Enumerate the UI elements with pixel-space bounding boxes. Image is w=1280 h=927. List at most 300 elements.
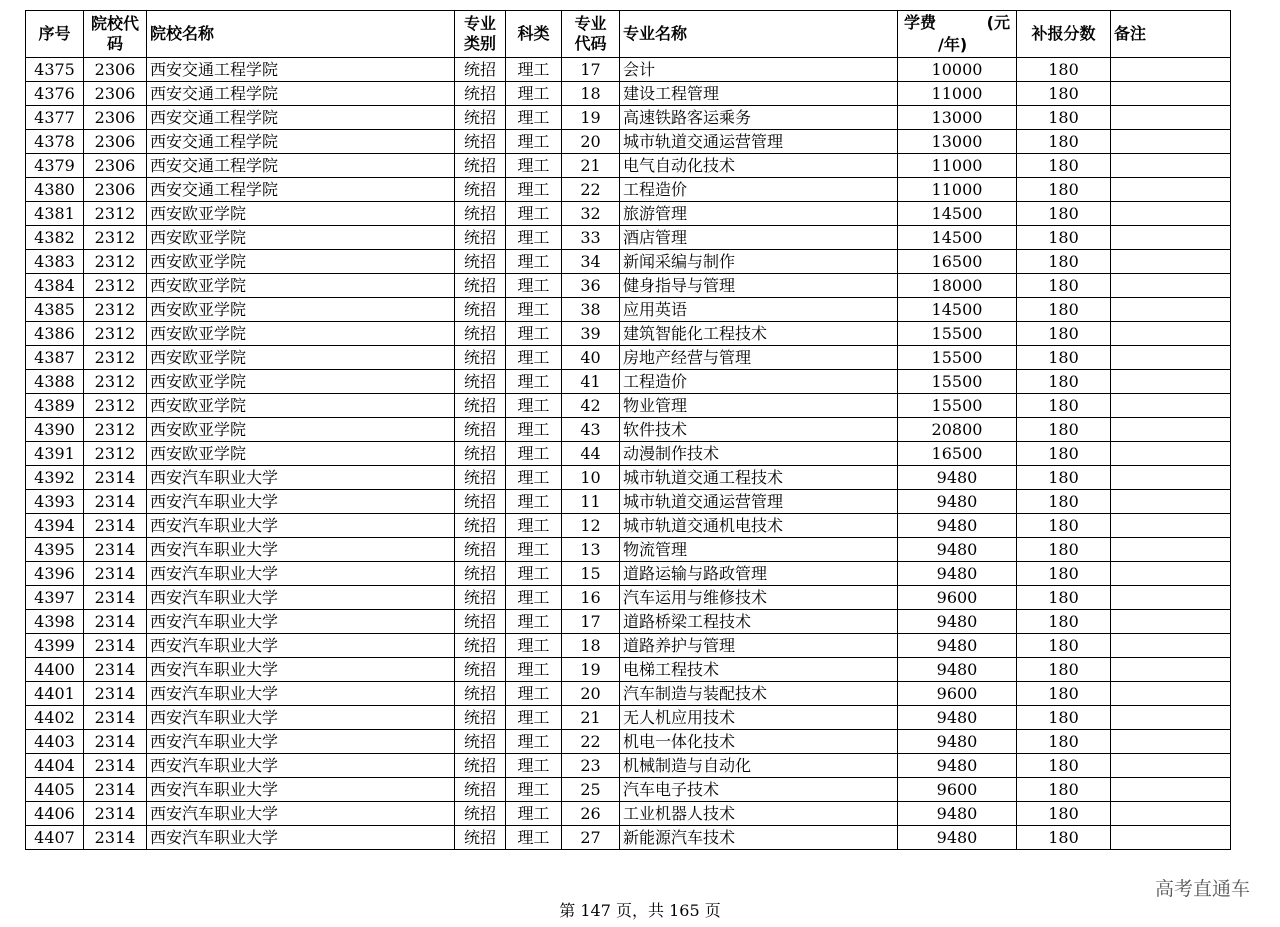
table-row [26, 154, 1231, 178]
cell-seq: 4395 [26, 538, 84, 562]
cell-major-name: 工程造价 [620, 178, 898, 202]
cell-tuition: 16500 [898, 442, 1017, 466]
cell-tuition: 9480 [898, 538, 1017, 562]
cell-tuition: 9480 [898, 754, 1017, 778]
cell-tuition: 16500 [898, 250, 1017, 274]
cell-school-code: 2306 [84, 178, 147, 202]
cell-supplement-score: 180 [1017, 82, 1111, 106]
header-tuition: 学费 (元 /年) [898, 11, 1017, 58]
cell-tuition: 11000 [898, 82, 1017, 106]
cell-school-name: 西安汽车职业大学 [147, 634, 455, 658]
cell-major-code: 25 [562, 778, 620, 802]
cell-note [1111, 514, 1231, 538]
cell-major-name: 无人机应用技术 [620, 706, 898, 730]
cell-supplement-score: 180 [1017, 514, 1111, 538]
cell-tuition: 15500 [898, 370, 1017, 394]
cell-subject: 理工 [506, 202, 562, 226]
cell-major-code: 17 [562, 610, 620, 634]
cell-school-name: 西安欧亚学院 [147, 394, 455, 418]
cell-major-category: 统招 [455, 298, 506, 322]
cell-school-code: 2312 [84, 202, 147, 226]
cell-subject: 理工 [506, 610, 562, 634]
cell-major-category: 统招 [455, 586, 506, 610]
cell-tuition: 9480 [898, 610, 1017, 634]
cell-tuition: 9600 [898, 586, 1017, 610]
cell-school-code: 2314 [84, 538, 147, 562]
cell-seq: 4383 [26, 250, 84, 274]
cell-supplement-score: 180 [1017, 826, 1111, 850]
cell-note [1111, 346, 1231, 370]
cell-seq: 4399 [26, 634, 84, 658]
admission-table-page [25, 10, 1230, 850]
cell-major-code: 12 [562, 514, 620, 538]
header-supplement-score: 补报分数 [1017, 11, 1111, 58]
cell-seq: 4377 [26, 106, 84, 130]
cell-school-code: 2314 [84, 562, 147, 586]
cell-school-name: 西安交通工程学院 [147, 58, 455, 82]
cell-seq: 4403 [26, 730, 84, 754]
table-row [26, 82, 1231, 106]
cell-major-category: 统招 [455, 130, 506, 154]
cell-major-category: 统招 [455, 370, 506, 394]
cell-tuition: 18000 [898, 274, 1017, 298]
cell-major-name: 汽车制造与装配技术 [620, 682, 898, 706]
table-header-row [26, 11, 1231, 58]
cell-tuition: 14500 [898, 298, 1017, 322]
cell-supplement-score: 180 [1017, 466, 1111, 490]
cell-tuition: 11000 [898, 178, 1017, 202]
cell-tuition: 9480 [898, 706, 1017, 730]
cell-major-name: 软件技术 [620, 418, 898, 442]
table-row [26, 130, 1231, 154]
cell-note [1111, 154, 1231, 178]
cell-supplement-score: 180 [1017, 418, 1111, 442]
cell-major-category: 统招 [455, 202, 506, 226]
cell-seq: 4382 [26, 226, 84, 250]
cell-subject: 理工 [506, 154, 562, 178]
cell-major-code: 11 [562, 490, 620, 514]
cell-note [1111, 562, 1231, 586]
cell-supplement-score: 180 [1017, 274, 1111, 298]
cell-tuition: 9480 [898, 658, 1017, 682]
header-school-code: 院校代 码 [84, 11, 147, 58]
cell-subject: 理工 [506, 466, 562, 490]
table-row [26, 418, 1231, 442]
cell-major-category: 统招 [455, 658, 506, 682]
cell-school-name: 西安交通工程学院 [147, 130, 455, 154]
cell-seq: 4400 [26, 658, 84, 682]
cell-subject: 理工 [506, 394, 562, 418]
cell-school-code: 2306 [84, 58, 147, 82]
cell-tuition: 13000 [898, 130, 1017, 154]
cell-major-name: 汽车电子技术 [620, 778, 898, 802]
cell-major-name: 动漫制作技术 [620, 442, 898, 466]
cell-major-name: 房地产经营与管理 [620, 346, 898, 370]
header-subject: 科类 [506, 11, 562, 58]
cell-subject: 理工 [506, 754, 562, 778]
cell-subject: 理工 [506, 490, 562, 514]
cell-supplement-score: 180 [1017, 178, 1111, 202]
cell-seq: 4379 [26, 154, 84, 178]
table-row [26, 634, 1231, 658]
cell-subject: 理工 [506, 274, 562, 298]
cell-major-name: 新能源汽车技术 [620, 826, 898, 850]
cell-tuition: 9480 [898, 514, 1017, 538]
cell-seq: 4385 [26, 298, 84, 322]
cell-tuition: 9480 [898, 802, 1017, 826]
cell-subject: 理工 [506, 370, 562, 394]
cell-subject: 理工 [506, 538, 562, 562]
cell-major-name: 旅游管理 [620, 202, 898, 226]
cell-school-name: 西安欧亚学院 [147, 226, 455, 250]
cell-supplement-score: 180 [1017, 562, 1111, 586]
cell-major-code: 27 [562, 826, 620, 850]
cell-supplement-score: 180 [1017, 490, 1111, 514]
cell-seq: 4396 [26, 562, 84, 586]
cell-seq: 4407 [26, 826, 84, 850]
header-major-code: 专业 代码 [562, 11, 620, 58]
cell-major-name: 新闻采编与制作 [620, 250, 898, 274]
cell-school-code: 2306 [84, 154, 147, 178]
cell-school-code: 2314 [84, 682, 147, 706]
table-row [26, 682, 1231, 706]
cell-tuition: 9480 [898, 826, 1017, 850]
cell-school-code: 2314 [84, 754, 147, 778]
cell-tuition: 14500 [898, 226, 1017, 250]
cell-school-name: 西安汽车职业大学 [147, 610, 455, 634]
cell-note [1111, 730, 1231, 754]
cell-school-code: 2312 [84, 322, 147, 346]
header-major-name: 专业名称 [620, 11, 898, 58]
cell-seq: 4402 [26, 706, 84, 730]
table-row [26, 730, 1231, 754]
cell-supplement-score: 180 [1017, 706, 1111, 730]
table-row [26, 106, 1231, 130]
cell-note [1111, 226, 1231, 250]
cell-school-code: 2314 [84, 730, 147, 754]
cell-major-code: 20 [562, 682, 620, 706]
cell-tuition: 15500 [898, 322, 1017, 346]
cell-seq: 4390 [26, 418, 84, 442]
header-seq: 序号 [26, 11, 84, 58]
cell-major-name: 酒店管理 [620, 226, 898, 250]
cell-major-code: 16 [562, 586, 620, 610]
table-row [26, 442, 1231, 466]
table-row [26, 346, 1231, 370]
cell-major-category: 统招 [455, 154, 506, 178]
cell-tuition: 9600 [898, 682, 1017, 706]
cell-note [1111, 370, 1231, 394]
cell-major-category: 统招 [455, 178, 506, 202]
cell-school-name: 西安汽车职业大学 [147, 826, 455, 850]
cell-major-category: 统招 [455, 322, 506, 346]
cell-school-name: 西安汽车职业大学 [147, 754, 455, 778]
cell-major-name: 建设工程管理 [620, 82, 898, 106]
cell-school-code: 2314 [84, 706, 147, 730]
cell-supplement-score: 180 [1017, 202, 1111, 226]
cell-school-name: 西安汽车职业大学 [147, 562, 455, 586]
cell-major-category: 统招 [455, 514, 506, 538]
cell-school-name: 西安汽车职业大学 [147, 514, 455, 538]
cell-note [1111, 250, 1231, 274]
cell-subject: 理工 [506, 226, 562, 250]
cell-school-name: 西安欧亚学院 [147, 346, 455, 370]
cell-major-name: 高速铁路客运乘务 [620, 106, 898, 130]
cell-subject: 理工 [506, 250, 562, 274]
cell-note [1111, 778, 1231, 802]
cell-seq: 4405 [26, 778, 84, 802]
cell-school-name: 西安欧亚学院 [147, 418, 455, 442]
table-row [26, 394, 1231, 418]
table-row [26, 562, 1231, 586]
cell-seq: 4378 [26, 130, 84, 154]
table-row [26, 658, 1231, 682]
cell-major-category: 统招 [455, 58, 506, 82]
cell-major-name: 物业管理 [620, 394, 898, 418]
cell-note [1111, 754, 1231, 778]
cell-subject: 理工 [506, 514, 562, 538]
cell-major-code: 22 [562, 730, 620, 754]
table-row [26, 778, 1231, 802]
cell-tuition: 20800 [898, 418, 1017, 442]
cell-major-name: 电气自动化技术 [620, 154, 898, 178]
cell-major-name: 道路桥梁工程技术 [620, 610, 898, 634]
cell-major-name: 会计 [620, 58, 898, 82]
cell-seq: 4404 [26, 754, 84, 778]
cell-tuition: 15500 [898, 394, 1017, 418]
cell-major-code: 19 [562, 658, 620, 682]
cell-major-category: 统招 [455, 274, 506, 298]
cell-subject: 理工 [506, 562, 562, 586]
cell-major-category: 统招 [455, 250, 506, 274]
cell-subject: 理工 [506, 346, 562, 370]
cell-school-code: 2312 [84, 394, 147, 418]
cell-supplement-score: 180 [1017, 610, 1111, 634]
cell-major-name: 健身指导与管理 [620, 274, 898, 298]
cell-tuition: 9480 [898, 730, 1017, 754]
cell-seq: 4406 [26, 802, 84, 826]
cell-note [1111, 130, 1231, 154]
cell-tuition: 9480 [898, 634, 1017, 658]
cell-major-code: 23 [562, 754, 620, 778]
cell-school-code: 2314 [84, 658, 147, 682]
cell-school-name: 西安欧亚学院 [147, 298, 455, 322]
cell-school-code: 2312 [84, 250, 147, 274]
cell-school-code: 2306 [84, 82, 147, 106]
cell-subject: 理工 [506, 322, 562, 346]
cell-school-name: 西安欧亚学院 [147, 322, 455, 346]
cell-note [1111, 682, 1231, 706]
cell-school-name: 西安汽车职业大学 [147, 706, 455, 730]
cell-supplement-score: 180 [1017, 754, 1111, 778]
cell-major-code: 32 [562, 202, 620, 226]
cell-subject: 理工 [506, 706, 562, 730]
cell-school-code: 2306 [84, 130, 147, 154]
cell-major-name: 城市轨道交通工程技术 [620, 466, 898, 490]
header-school-name: 院校名称 [147, 11, 455, 58]
cell-school-name: 西安交通工程学院 [147, 178, 455, 202]
cell-major-name: 道路运输与路政管理 [620, 562, 898, 586]
cell-note [1111, 274, 1231, 298]
cell-seq: 4391 [26, 442, 84, 466]
cell-tuition: 13000 [898, 106, 1017, 130]
header-note: 备注 [1111, 11, 1231, 58]
cell-major-code: 13 [562, 538, 620, 562]
cell-major-category: 统招 [455, 706, 506, 730]
cell-note [1111, 658, 1231, 682]
cell-major-name: 工业机器人技术 [620, 802, 898, 826]
cell-tuition: 9480 [898, 490, 1017, 514]
cell-seq: 4386 [26, 322, 84, 346]
cell-major-code: 44 [562, 442, 620, 466]
cell-major-category: 统招 [455, 610, 506, 634]
cell-subject: 理工 [506, 802, 562, 826]
cell-supplement-score: 180 [1017, 634, 1111, 658]
cell-school-name: 西安汽车职业大学 [147, 490, 455, 514]
cell-major-category: 统招 [455, 538, 506, 562]
cell-subject: 理工 [506, 106, 562, 130]
cell-supplement-score: 180 [1017, 154, 1111, 178]
cell-school-name: 西安欧亚学院 [147, 250, 455, 274]
cell-school-code: 2314 [84, 466, 147, 490]
cell-school-code: 2312 [84, 226, 147, 250]
cell-school-name: 西安汽车职业大学 [147, 466, 455, 490]
table-row [26, 706, 1231, 730]
cell-major-code: 34 [562, 250, 620, 274]
table-row [26, 826, 1231, 850]
cell-seq: 4401 [26, 682, 84, 706]
cell-major-category: 统招 [455, 442, 506, 466]
cell-major-name: 电梯工程技术 [620, 658, 898, 682]
cell-supplement-score: 180 [1017, 802, 1111, 826]
cell-supplement-score: 180 [1017, 778, 1111, 802]
cell-subject: 理工 [506, 658, 562, 682]
cell-major-category: 统招 [455, 778, 506, 802]
cell-major-category: 统招 [455, 466, 506, 490]
table-row [26, 298, 1231, 322]
cell-major-category: 统招 [455, 634, 506, 658]
cell-subject: 理工 [506, 58, 562, 82]
cell-school-code: 2314 [84, 826, 147, 850]
cell-note [1111, 634, 1231, 658]
cell-school-name: 西安汽车职业大学 [147, 538, 455, 562]
cell-note [1111, 202, 1231, 226]
table-row [26, 538, 1231, 562]
cell-subject: 理工 [506, 418, 562, 442]
cell-school-name: 西安欧亚学院 [147, 442, 455, 466]
cell-seq: 4387 [26, 346, 84, 370]
cell-major-code: 21 [562, 706, 620, 730]
cell-subject: 理工 [506, 586, 562, 610]
cell-school-code: 2312 [84, 346, 147, 370]
table-row [26, 370, 1231, 394]
cell-major-name: 机电一体化技术 [620, 730, 898, 754]
cell-note [1111, 58, 1231, 82]
cell-tuition: 15500 [898, 346, 1017, 370]
cell-supplement-score: 180 [1017, 658, 1111, 682]
table-row [26, 202, 1231, 226]
cell-major-code: 18 [562, 634, 620, 658]
cell-tuition: 9600 [898, 778, 1017, 802]
cell-major-code: 21 [562, 154, 620, 178]
cell-major-name: 城市轨道交通运营管理 [620, 490, 898, 514]
cell-major-code: 41 [562, 370, 620, 394]
cell-major-category: 统招 [455, 754, 506, 778]
cell-tuition: 9480 [898, 466, 1017, 490]
cell-note [1111, 106, 1231, 130]
cell-school-code: 2314 [84, 634, 147, 658]
cell-major-code: 40 [562, 346, 620, 370]
cell-major-category: 统招 [455, 226, 506, 250]
cell-supplement-score: 180 [1017, 730, 1111, 754]
table-row [26, 58, 1231, 82]
cell-major-code: 10 [562, 466, 620, 490]
cell-major-category: 统招 [455, 730, 506, 754]
cell-supplement-score: 180 [1017, 130, 1111, 154]
cell-supplement-score: 180 [1017, 538, 1111, 562]
table-row [26, 226, 1231, 250]
cell-tuition: 11000 [898, 154, 1017, 178]
cell-major-category: 统招 [455, 490, 506, 514]
cell-supplement-score: 180 [1017, 346, 1111, 370]
cell-supplement-score: 180 [1017, 106, 1111, 130]
cell-subject: 理工 [506, 298, 562, 322]
cell-supplement-score: 180 [1017, 298, 1111, 322]
cell-school-code: 2312 [84, 442, 147, 466]
cell-seq: 4393 [26, 490, 84, 514]
cell-major-category: 统招 [455, 418, 506, 442]
cell-tuition: 10000 [898, 58, 1017, 82]
cell-major-code: 19 [562, 106, 620, 130]
cell-note [1111, 586, 1231, 610]
cell-note [1111, 706, 1231, 730]
cell-school-name: 西安汽车职业大学 [147, 802, 455, 826]
cell-school-code: 2314 [84, 586, 147, 610]
cell-subject: 理工 [506, 634, 562, 658]
header-major-category: 专业 类别 [455, 11, 506, 58]
cell-school-code: 2312 [84, 370, 147, 394]
cell-school-name: 西安汽车职业大学 [147, 586, 455, 610]
cell-major-name: 道路养护与管理 [620, 634, 898, 658]
cell-note [1111, 490, 1231, 514]
admission-table [25, 10, 1231, 850]
cell-school-name: 西安欧亚学院 [147, 274, 455, 298]
cell-supplement-score: 180 [1017, 58, 1111, 82]
cell-seq: 4394 [26, 514, 84, 538]
cell-major-category: 统招 [455, 562, 506, 586]
table-row [26, 490, 1231, 514]
cell-subject: 理工 [506, 442, 562, 466]
cell-major-code: 26 [562, 802, 620, 826]
cell-school-code: 2312 [84, 418, 147, 442]
cell-school-name: 西安欧亚学院 [147, 202, 455, 226]
cell-seq: 4398 [26, 610, 84, 634]
table-row [26, 250, 1231, 274]
cell-major-name: 机械制造与自动化 [620, 754, 898, 778]
table-row [26, 322, 1231, 346]
cell-supplement-score: 180 [1017, 682, 1111, 706]
cell-school-code: 2312 [84, 298, 147, 322]
cell-seq: 4375 [26, 58, 84, 82]
cell-major-name: 城市轨道交通机电技术 [620, 514, 898, 538]
cell-school-code: 2314 [84, 802, 147, 826]
cell-tuition: 9480 [898, 562, 1017, 586]
cell-school-name: 西安汽车职业大学 [147, 658, 455, 682]
table-row [26, 514, 1231, 538]
cell-school-code: 2312 [84, 274, 147, 298]
cell-note [1111, 394, 1231, 418]
cell-school-name: 西安欧亚学院 [147, 370, 455, 394]
